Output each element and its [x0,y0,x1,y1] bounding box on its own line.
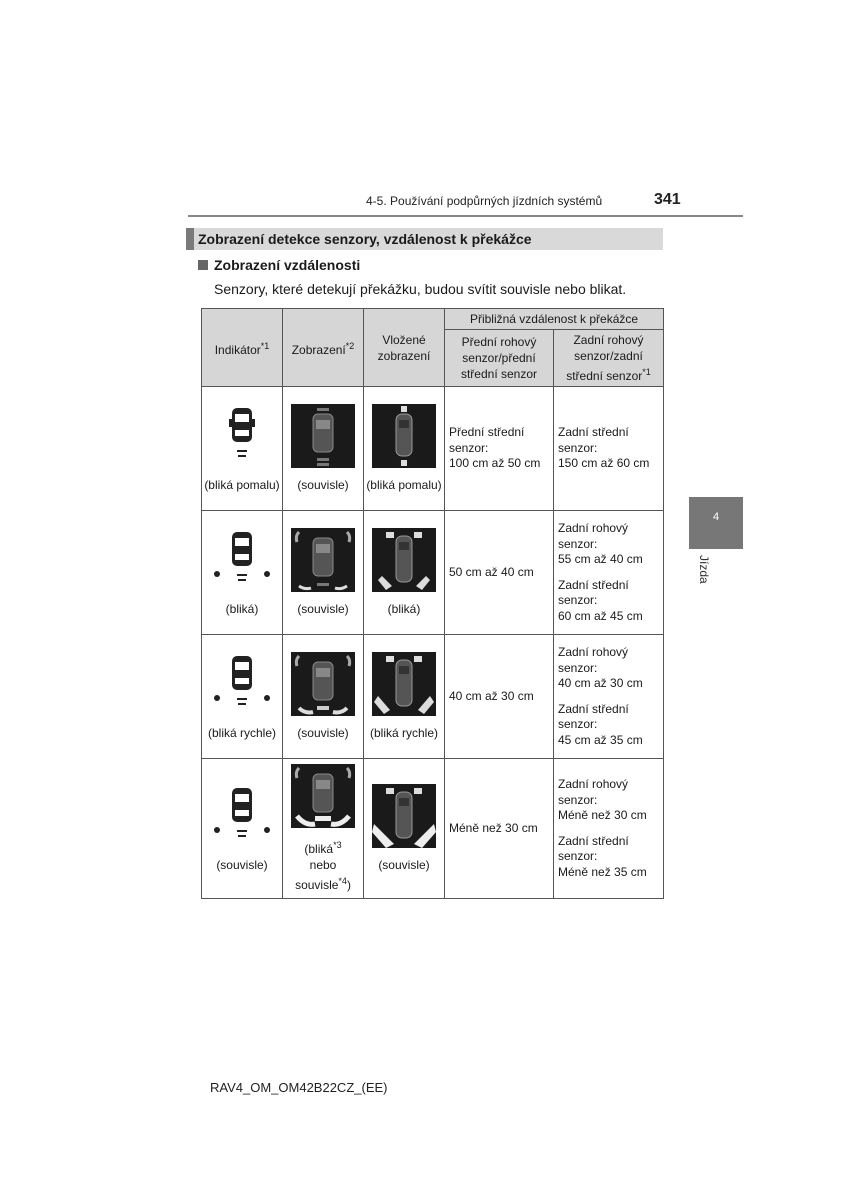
front-distance-cell: Méně než 30 cm [445,759,554,899]
chapter-label: Jízda [697,555,711,584]
display-caption: (souvisle) [297,478,349,492]
indicator-caption: (bliká) [225,602,259,616]
embedded-caption: (bliká pomalu) [366,478,442,492]
footer-code: RAV4_OM_OM42B22CZ_(EE) [210,1080,388,1095]
indicator-cell [202,511,283,635]
front-distance-cell: 40 cm až 30 cm [445,635,554,759]
sensor-display-image [291,404,355,468]
embedded-display-image [372,404,436,468]
embedded-display-image [372,784,436,848]
indicator-cell [202,387,283,511]
distance-table [201,308,664,899]
rear-distance-cell: Zadní rohový senzor: Méně než 30 cm Zadní střední senzor: Méně než 35 cm [554,759,664,899]
section-title: Zobrazení detekce senzory, vzdálenost k překážce [186,228,663,250]
car-indicator-icon [212,652,272,716]
indicator-cell [202,635,283,759]
chapter-tab: 4 [689,497,743,549]
embedded-display-image [372,652,436,716]
embedded-cell [364,387,445,511]
display-cell [283,511,364,635]
header-distance-group: Přibližná vzdálenost k překážce [445,309,664,330]
embedded-cell [364,759,445,899]
front-distance-cell: Přední střední senzor: 100 cm až 50 cm [445,387,554,511]
header-embedded: Vložené zobrazení [364,309,445,387]
embedded-caption: (bliká rychle) [369,726,438,740]
sensor-display-image [291,652,355,716]
header-front: Přední rohový senzor/přední střední senzor [445,330,554,387]
rear-distance-cell: Zadní střední senzor: 150 cm až 60 cm [554,387,664,511]
embedded-caption: (souvisle) [378,858,430,872]
table-row [202,635,664,759]
display-caption: (bliká$^{*3}$ nebo souvisle$^{*4}$) [295,840,351,892]
display-caption: (souvisle) [297,602,349,616]
header-divider [188,215,743,217]
header-section: 4-5. Používání podpůrných jízdních systémů [366,194,603,208]
subheading: Zobrazení vzdálenosti [198,257,360,273]
header-indicator: Indikátor$^{*1}$ [202,309,283,387]
display-cell [283,635,364,759]
header-rear: Zadní rohový senzor/zadní střední senzor$^{*1}$ [554,330,664,387]
sensor-display-image [291,528,355,592]
display-caption: (souvisle) [297,726,349,740]
indicator-cell [202,759,283,899]
indicator-caption: (souvisle) [216,858,268,872]
table-row [202,511,664,635]
car-indicator-icon [212,528,272,592]
intro-text: Senzory, které detekují překážku, budou svítit souvisle nebo blikat. [214,281,627,297]
rear-distance-cell: Zadní rohový senzor: 40 cm až 30 cm Zadní střední senzor: 45 cm až 35 cm [554,635,664,759]
embedded-display-image [372,528,436,592]
front-distance-cell: 50 cm až 40 cm [445,511,554,635]
square-bullet-icon [198,260,208,270]
car-indicator-icon [222,404,262,468]
car-indicator-icon [212,784,272,848]
rear-distance-cell: Zadní rohový senzor: 55 cm až 40 cm Zadní střední senzor: 60 cm až 45 cm [554,511,664,635]
indicator-caption: (bliká pomalu) [204,478,280,492]
page-number: 341 [654,191,681,208]
sensor-display-image [291,764,355,828]
table-row [202,759,664,899]
display-cell [283,759,364,899]
embedded-caption: (bliká) [387,602,421,616]
display-cell [283,387,364,511]
indicator-caption: (bliká rychle) [207,726,276,740]
header-display: Zobrazení$^{*2}$ [283,309,364,387]
embedded-cell [364,635,445,759]
table-row [202,387,664,511]
embedded-cell [364,511,445,635]
